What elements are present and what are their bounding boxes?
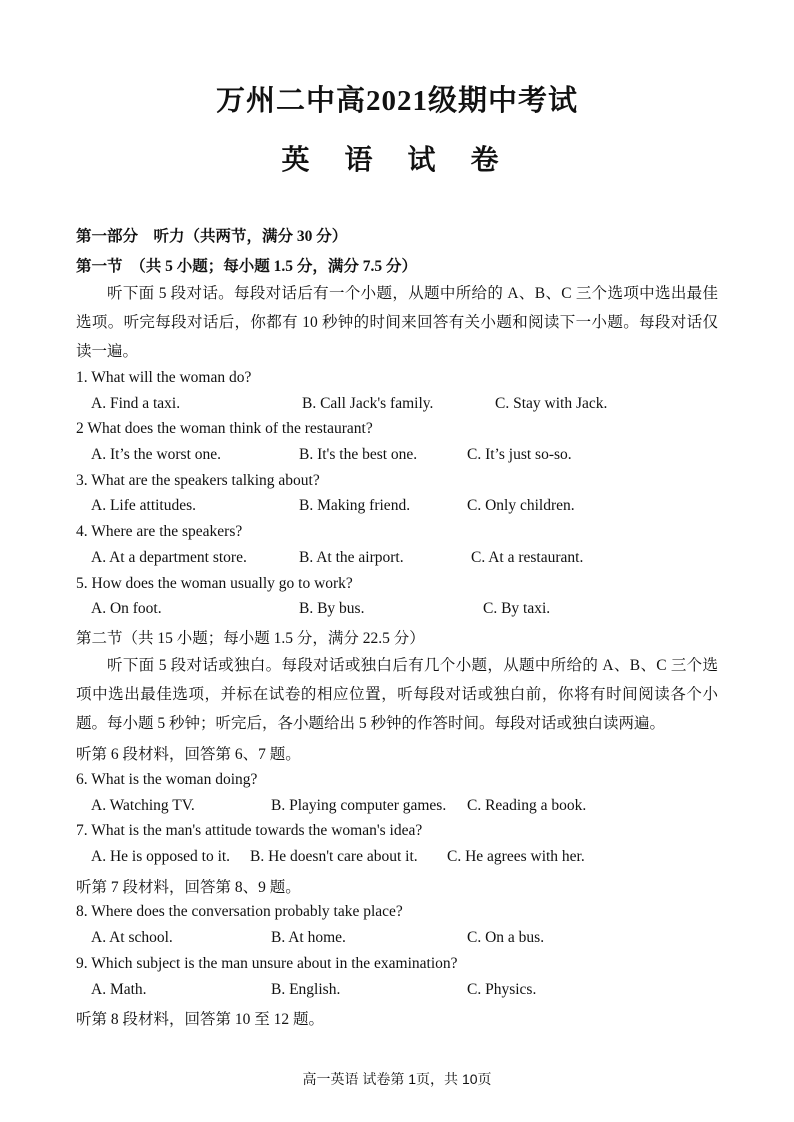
question-6-option-b: B. Playing computer games. — [271, 797, 447, 814]
question-stem-5: 5. How does the woman usually go to work? — [76, 575, 353, 592]
question-2-option-a: A. It’s the worst one. — [91, 446, 222, 463]
question-8-option-b: B. At home. — [271, 929, 346, 946]
material-6-instruction: 听第 6 段材料，回答第 6、7 题。 — [76, 746, 301, 763]
question-stem-4: 4. Where are the speakers? — [76, 523, 243, 540]
question-3-option-a: A. Life attitudes. — [91, 497, 197, 514]
question-3-option-b: B. Making friend. — [299, 497, 411, 514]
question-4-option-c: C. At a restaurant. — [471, 549, 584, 566]
question-5-option-c: C. By taxi. — [483, 600, 551, 617]
question-8-option-a: A. At school. — [91, 929, 173, 946]
question-1-option-b: B. Call Jack's family. — [302, 395, 434, 412]
question-3-option-c: C. Only children. — [467, 497, 575, 514]
exam-title: 万州二中高2021级期中考试 — [215, 85, 578, 117]
question-1-option-c: C. Stay with Jack. — [495, 395, 608, 412]
question-6-option-a: A. Watching TV. — [91, 797, 195, 814]
question-7-option-b: B. He doesn't care about it. — [250, 848, 418, 865]
exam-subtitle: 英 语 试 卷 — [281, 145, 513, 176]
question-stem-9: 9. Which subject is the man unsure about in the examination? — [76, 955, 458, 972]
section1-heading: 第一节 （共 5 小题；每小题 1.5 分，满分 7.5 分） — [76, 258, 418, 275]
question-9-option-b: B. English. — [271, 981, 341, 998]
part1-heading: 第一部分 听力（共两节，满分 30 分） — [76, 228, 348, 245]
question-2-option-c: C. It’s just so-so. — [467, 446, 572, 463]
section2-instructions: 听下面 5 段对话或独白。每段对话或独白后有几个小题，从题中所给的 A、B、C 三个选项中选出最佳选项，并标在试卷的相应位置，听每段对话或独白前，你将有时间阅读各个小题。每小题 5 秒钟；听完后，各小题给出 5 秒钟的作答时间。每段对话或独白读两遍。 — [76, 657, 718, 732]
question-stem-8: 8. Where does the conversation probably take place? — [76, 903, 403, 920]
question-stem-7: 7. What is the man's attitude towards the woman's idea? — [76, 822, 423, 839]
question-6-option-c: C. Reading a book. — [467, 797, 587, 814]
question-5-option-a: A. On foot. — [91, 600, 162, 617]
material-7-instruction: 听第 7 段材料，回答第 8、9 题。 — [76, 879, 301, 896]
question-2-option-b: B. It's the best one. — [299, 446, 418, 463]
question-1-option-a: A. Find a taxi. — [91, 395, 181, 412]
page-footer: 高一英语 试卷第 1页，共 10页 — [302, 1071, 492, 1087]
question-4-option-b: B. At the airport. — [299, 549, 404, 566]
question-stem-6: 6. What is the woman doing? — [76, 771, 258, 788]
question-9-option-c: C. Physics. — [467, 981, 537, 998]
question-7-option-a: A. He is opposed to it. — [91, 848, 231, 865]
question-5-option-b: B. By bus. — [299, 600, 365, 617]
section1-instructions: 听下面 5 段对话。每段对话后有一个小题，从题中所给的 A、B、C 三个选项中选出最佳选项。听完每段对话后，你都有 10 秒钟的时间来回答有关小题和阅读下一小题。每段对话仅读一遍。 — [76, 285, 718, 360]
question-8-option-c: C. On a bus. — [467, 929, 545, 946]
question-stem-1: 1. What will the woman do? — [76, 369, 252, 386]
section2-heading: 第二节（共 15 小题；每小题 1.5 分，满分 22.5 分） — [76, 630, 425, 647]
question-7-option-c: C. He agrees with her. — [447, 848, 585, 865]
question-4-option-a: A. At a department store. — [91, 549, 247, 566]
question-9-option-a: A. Math. — [91, 981, 147, 998]
material-8-instruction: 听第 8 段材料，回答第 10 至 12 题。 — [76, 1011, 325, 1028]
question-stem-3: 3. What are the speakers talking about? — [76, 472, 320, 489]
question-stem-2: 2 What does the woman think of the restaurant? — [76, 420, 373, 437]
